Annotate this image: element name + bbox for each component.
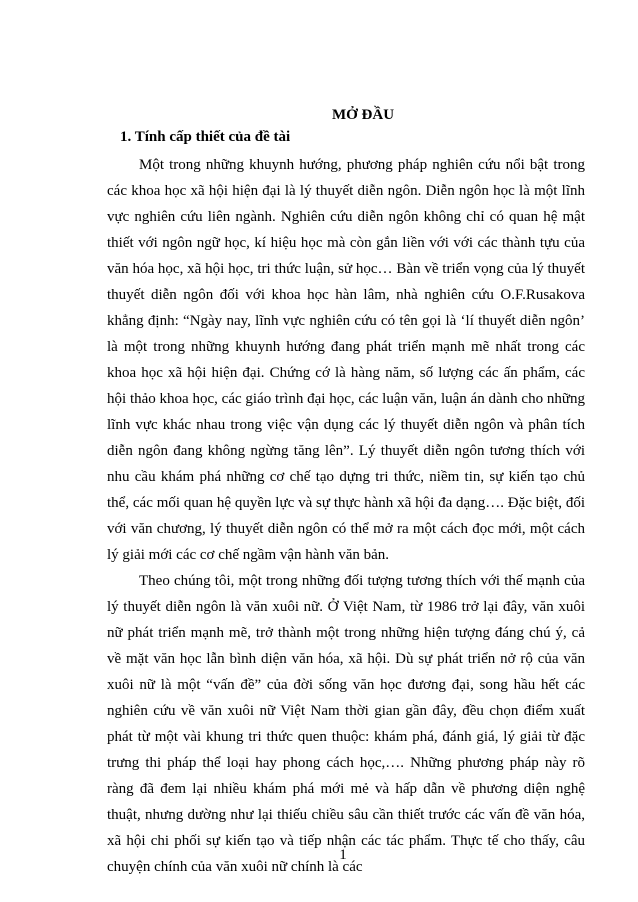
paragraph: Một trong những khuynh hướng, phương pháp nghiên cứu nổi bật trong các khoa học xã hội hiện đại là lý thuyết diễn ngôn. Diễn ngôn học là một lĩnh vực nghiên cứu liên ngành. Nghiên cứu diễn ngôn không chỉ có quan hệ mật thiết với ngôn ngữ học, kí hiệu học mà còn gắn liền với với các thành tựu của văn hóa học, xã hội học, tri thức luận, sử học… Bàn về triển vọng của lý thuyết thuyết diễn ngôn đối với khoa học hàn lâm, nhà nghiên cứu O.F.Rusakova khẳng định: “Ngày nay, lĩnh vực nghiên cứu có tên gọi là ‘lí thuyết diễn ngôn’ là một trong những khuynh hướng đang phát triển mạnh mẽ nhất trong các khoa học xã hội hiện đại. Chứng cớ là hàng năm, số lượng các ấn phẩm, các hội thảo khoa học, các giáo trình đại học, các luận văn, luận án dành cho những lĩnh vực khác nhau trong việc vận dụng các lý thuyết diễn ngôn và phân tích diễn ngôn đang không ngừng tăng lên”. Lý thuyết diễn ngôn tương thích với nhu cầu khám phá những cơ chế tạo dựng tri thức, niềm tin, sự kiến tạo chủ thể, các mối quan hệ quyền lực và sự thực hành xã hội đa dạng…. Đặc biệt, đối với văn chương, lý thuyết diễn ngôn có thể mở ra một cách đọc mới, một cách lý giải mới các cơ chế ngầm vận hành văn bản. bbox=[107, 157, 585, 563]
page-number: 1 bbox=[339, 847, 347, 863]
page-title: MỞ ĐẦU bbox=[331, 107, 395, 123]
paragraph: Theo chúng tôi, một trong những đối tượng tương thích với thế mạnh của lý thuyết diễn ngôn là văn xuôi nữ. Ở Việt Nam, từ 1986 trở lại đây, văn xuôi nữ phát triển mạnh mẽ, trở thành một trong những hiện tượng đáng chú ý, cả về mặt văn học lẫn bình diện văn hóa, xã hội. Dù sự phát triển nở rộ của văn xuôi nữ là một “vấn đề” của đời sống văn học đương đại, song hầu hết các nghiên cứu về văn xuôi nữ Việt Nam thời gian gần đây, đều chọn điểm xuất phát từ một vài khung tri thức quen thuộc: khám phá, đánh giá, lý giải từ đặc trưng thi pháp thể loại hay phong cách học,…. Những phương pháp này rõ ràng đã đem lại nhiều khám phá mới mẻ và hấp dẫn về phương diện nghệ thuật, nhưng dường như lại thiếu chiều sâu cần thiết trước các vấn đề văn hóa, xã hội chi phối sự kiến tạo và tiếp nhận các tác phẩm. Thực tế cho thấy, câu chuyện chính của văn xuôi nữ chính là các bbox=[107, 573, 585, 875]
body-text bbox=[107, 152, 585, 880]
section-heading: 1. Tính cấp thiết của đề tài bbox=[120, 129, 291, 145]
